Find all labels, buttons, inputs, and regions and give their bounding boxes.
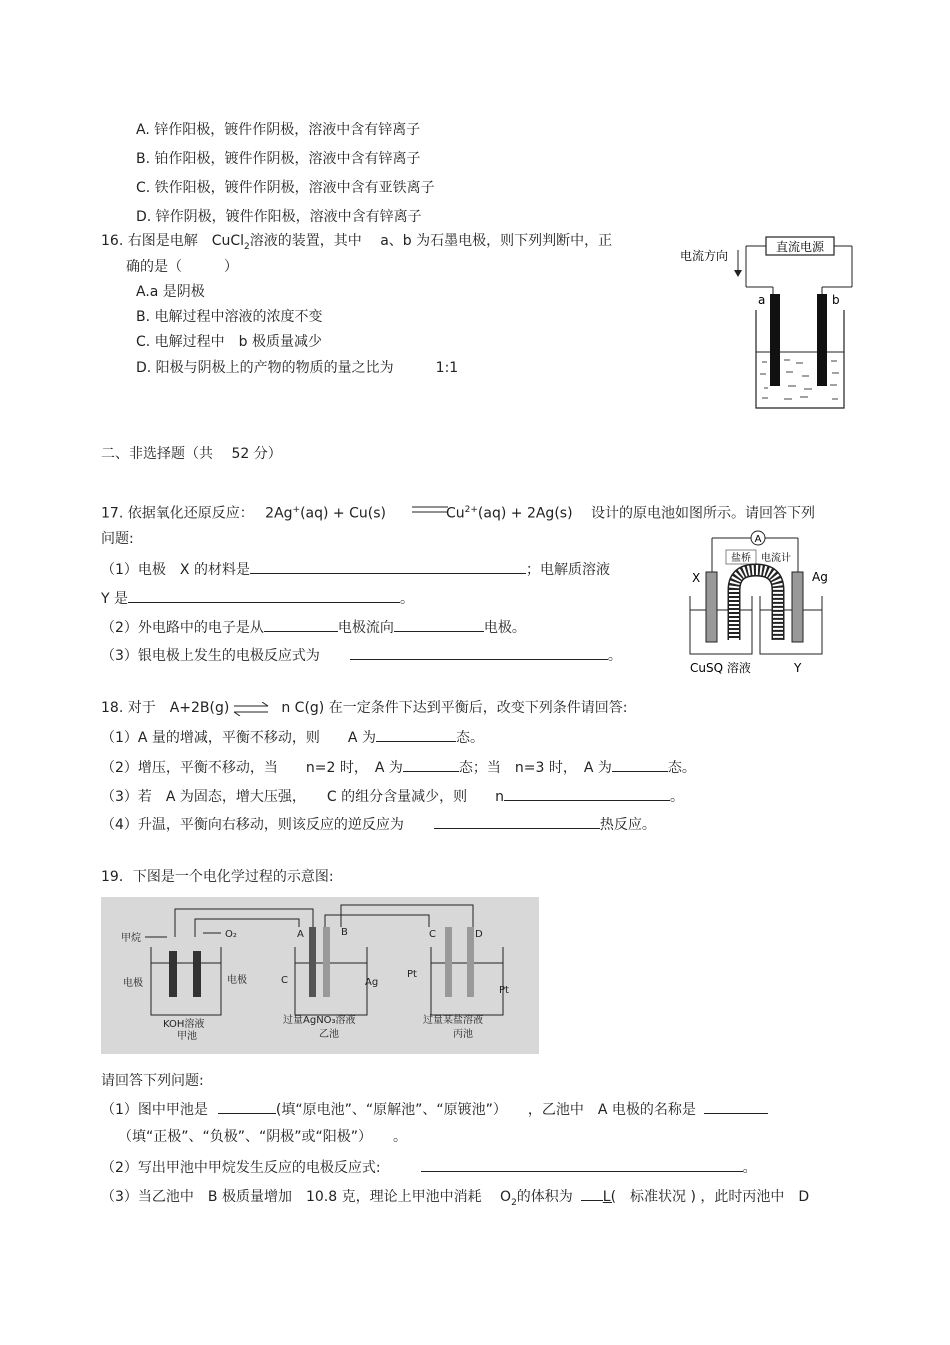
electrode-d-label: D [475,929,483,940]
q16-stem: 16. 右图是电解 CuCl$_2$溶液的装置，其中 a、b 为石墨电极，则下列判断中，正 [101,233,613,252]
q19-part-3: （3）当乙池中 B 极质量增加 10.8 克，理论上甲池中消耗 $O_2$的体积为 L( 标准状况 ) ，此时丙池中 D [101,1186,809,1212]
pool-3-label: 丙池 [453,1029,473,1040]
q19-part-2: （2）写出甲池中甲烷发生反应的电极反应式: 。 [101,1157,757,1177]
electrode-right [193,951,201,997]
electrochem-process-figure [101,897,539,1054]
q19-blank-1b[interactable] [704,1099,768,1114]
q17-part-1b: Y 是 。 [101,588,414,608]
equilibrium-equals-icon [412,505,450,515]
q17-blank-to[interactable] [394,617,484,632]
galvanic-cell-figure [686,530,836,680]
electrode-x-label: X [692,571,701,585]
q18-blank-2a[interactable] [403,757,459,772]
q18-blank-4[interactable] [434,814,600,829]
q19-blank-1a[interactable] [218,1099,276,1114]
electrode-a-label: A [297,929,304,940]
q16-option-c: C. 电解过程中 b 极质量减少 [136,334,323,350]
electrode-left-label: 电极 [123,978,143,989]
q16-option-d: D. 阳极与阴极上的产物的物质的量之比为 1:1 [136,360,459,376]
galvanometer-label: 电流计 [761,553,791,564]
q18-part-2: （2）增压，平衡不移动，当 n=2 时， A 为 态；当 n=3 时， A 为 态。 [101,757,696,777]
q17-stem-2: 问题: [101,531,134,547]
q19-blank-2[interactable] [421,1157,743,1172]
q17-blank-electrode-x[interactable] [250,559,526,574]
ammeter-icon: A [754,534,762,545]
electrode-ag [792,572,803,642]
electrode-b-label: b [832,293,840,307]
pool-1-label: 甲池 [177,1031,197,1042]
q16-option-a: A.a 是阴极 [136,284,205,300]
q17-part-1: （1）电极 X 的材料是 ；电解质溶液 [101,559,610,579]
electrode-a-label: a [758,293,766,307]
current-arrow-icon [734,270,742,277]
q19-stem: 19．下图是一个电化学过程的示意图: [101,869,334,885]
q17-part-2: （2）外电路中的电子是从 电极流向 电极。 [101,617,526,637]
q18-stem: 18. 对于 A+2B(g) n C(g) 在一定条件下达到平衡后，改变下列条件请回答: [101,700,628,716]
q18-part-4: （4）升温，平衡向右移动，则该反应的逆反应为 热反应。 [101,814,656,834]
q19-part-1: （1）图中甲池是 (填“原电池”、“原解池”、“原镀池”） ，乙池中 A 电极的名称是 [101,1099,768,1119]
q15-option-a: A. 锌作阳极，镀件作阴极，溶液中含有锌离子 [136,122,421,138]
koh-label: KOH溶液 [163,1019,205,1030]
q18-blank-3[interactable] [504,786,670,801]
salt-solution-label: 过量某盐溶液 [423,1015,483,1026]
q15-option-c: C. 铁作阳极，镀件作阴极，溶液中含有亚铁离子 [136,180,435,196]
q15-option-b: B. 铂作阳极，镀件作阴极，溶液中含有锌离子 [136,151,421,167]
silver-label: Ag [365,977,379,988]
q19-part-1-cont: （填“正极”、“负极”、“阴极”或“阳极”） 。 [118,1129,408,1145]
electrode-c-label: C [429,929,436,940]
q17-blank-from[interactable] [264,617,338,632]
q15-option-d: D. 锌作阴极，镀件作阳极，溶液中含有锌离子 [136,209,422,225]
electrolysis-cell-figure [676,232,866,412]
reversible-arrow-icon [232,702,272,716]
q17-blank-solution-y[interactable] [128,588,400,603]
pool-2-label: 乙池 [319,1029,339,1040]
electrode-left [169,951,177,997]
q17-stem: 17. 依据氧化还原反应： 2Ag+(aq) + Cu(s) $Cu^{2+}(aq) + 2Ag(s)$ 设计的原电池如图所示。请回答下列 [101,505,815,522]
q18-blank-2b[interactable] [612,757,668,772]
electrode-b-label: B [341,927,348,938]
electrode-right-label: 电极 [227,975,247,986]
q19-blank-3[interactable] [581,1186,603,1201]
current-direction-label: 电流方向 [680,249,729,263]
agno3-label: 过量AgNO₃溶液 [283,1015,356,1026]
q19-intro: 请回答下列问题: [101,1073,204,1089]
solution-y-label: Y [794,661,802,675]
q17-blank-reaction[interactable] [350,645,608,660]
electrode-x [706,572,717,642]
carbon-label: C [281,975,288,986]
methane-label: 甲烷 [121,933,141,944]
q18-blank-1[interactable] [376,727,456,742]
pt-left-label: Pt [407,969,417,980]
salt-bridge-label: 盐桥 [731,553,751,564]
pt-right-label: Pt [499,985,509,996]
oxygen-label: O₂ [225,929,237,940]
electrode-b [817,294,827,386]
section-heading: 二、非选择题（共 52 分） [101,446,282,462]
electrode-ag-label: Ag [812,570,828,584]
cuso4-label: CuSQ 溶液 [690,661,751,675]
electrode-a [770,294,780,386]
q18-part-1: （1）A 量的增减，平衡不移动，则 A 为 态。 [101,727,484,747]
q18-part-3: （3）若 A 为固态，增大压强， C 的组分含量减少，则 n 。 [101,786,684,806]
power-source-label: 直流电源 [775,240,825,254]
q16-stem-2: 确的是（ ） [126,259,238,275]
q16-option-b: B. 电解过程中溶液的浓度不变 [136,309,323,325]
q17-part-3: （3）银电极上发生的电极反应式为 。 [101,645,622,665]
